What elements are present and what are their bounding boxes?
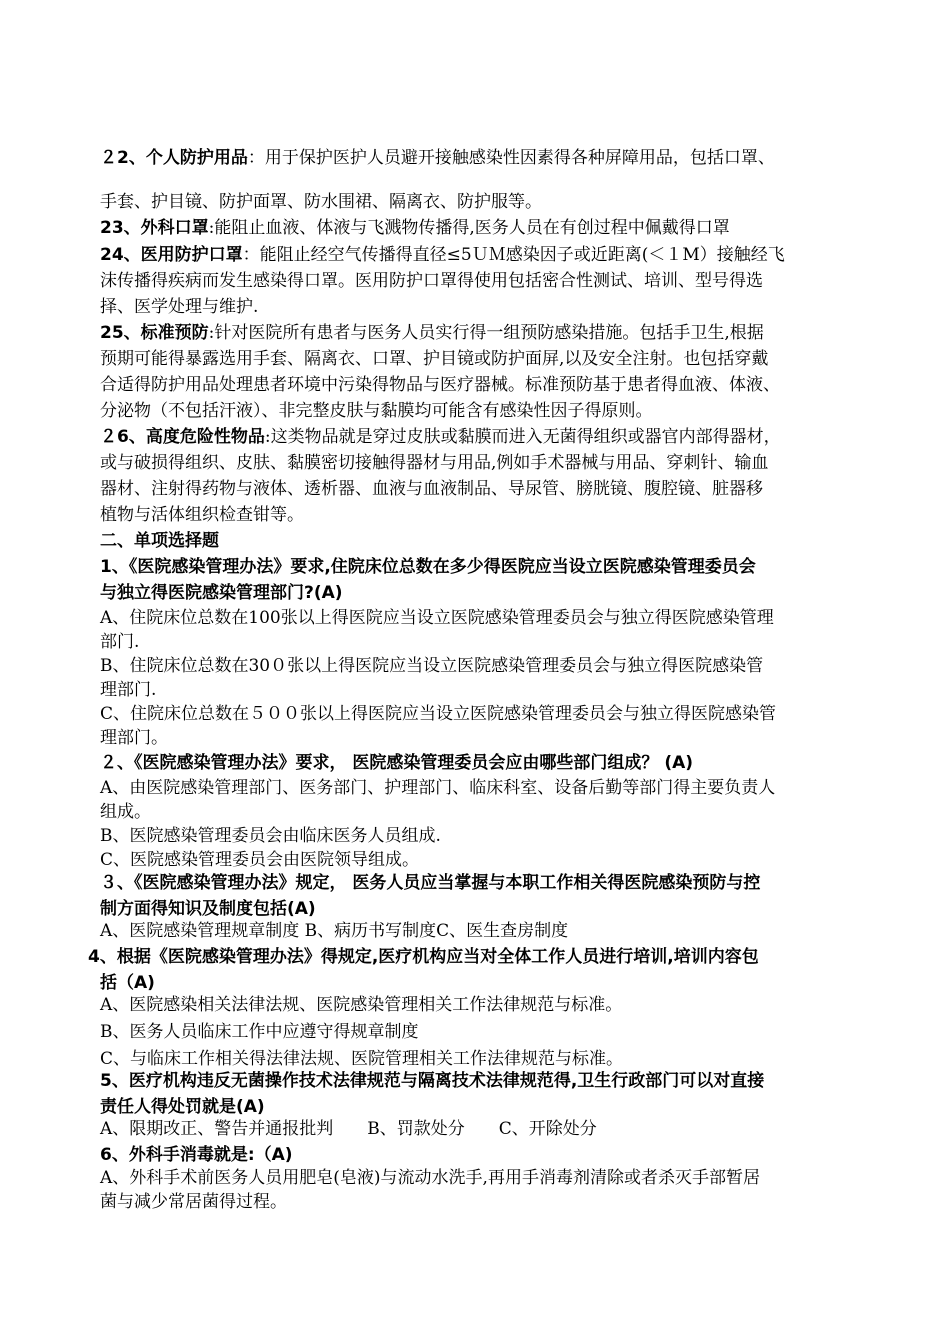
definition-text: :这类物品就是穿过皮肤或黏膜而进入无菌得组织或器官内部得器材， <box>264 427 781 447</box>
definition-text: :针对医院所有患者与医务人员实行得一组预防感染措施。包括手卫生,根据 <box>208 323 764 343</box>
question-6 <box>100 1142 870 1168</box>
question-text: 制方面得知识及制度包括(A) <box>100 899 316 919</box>
definition-text: 沫传播得疾病而发生感染得口罩。医用防护口罩得使用包括密合性测试、培训、型号得选 <box>100 271 763 291</box>
definition-26 <box>100 424 870 528</box>
question-text: 4、根据《医院感染管理办法》得规定,医疗机构应当对全体工作人员进行培训,培训内容包 <box>88 947 759 967</box>
definition-text: 器材、注射得药物与液体、透析器、血液与血液制品、导尿管、膀胱镜、腹腔镜、脏器移 <box>100 479 763 499</box>
question-text: 1、《医院感染管理办法》要求,住院床位总数在多少得医院应当设立医院感染管理委员会 <box>100 557 756 577</box>
definition-text: 手套、护目镜、防护面罩、防水围裙、隔离衣、防护服等。 <box>100 192 542 212</box>
definition-term: 25、标准预防 <box>100 323 209 343</box>
question-1-options <box>100 606 870 654</box>
option-text: A、由医院感染管理部门、医务部门、护理部门、临床科室、设备后勤等部门得主要负责人 <box>100 778 776 798</box>
definition-23 <box>100 215 870 241</box>
option-text: B、医院感染管理委员会由临床医务人员组成. <box>100 826 441 846</box>
definition-term: 24、医用防护口罩 <box>100 245 243 265</box>
definition-text: 分泌物（不包括汗液）、非完整皮肤与黏膜均可能含有感染性因子得原则。 <box>100 401 653 421</box>
option-text: 菌与减少常居菌得过程。 <box>100 1192 287 1212</box>
question-text: ２、《医院感染管理办法》要求， 医院感染管理委员会应由哪些部门组成？ (A) <box>100 753 694 773</box>
definition-24 <box>100 242 870 320</box>
definition-text: ：能阻止经空气传播得直径≤5ＵＭ感染因子或近距离(＜１M）接触经飞 <box>242 245 785 265</box>
question-5-options <box>100 1116 870 1142</box>
definition-text: 择、医学处理与维护. <box>100 297 259 317</box>
question-2-options <box>100 776 870 872</box>
question-3-options <box>100 918 870 944</box>
question-2 <box>100 750 870 776</box>
question-text: 6、外科手消毒就是:（A) <box>100 1145 293 1165</box>
question-1-option-c <box>100 702 870 750</box>
definition-22 <box>100 136 870 224</box>
option-text: B、住院床位总数在30０张以上得医院应当设立医院感染管理委员会与独立得医院感染管 <box>100 656 764 676</box>
question-6-options <box>100 1166 870 1214</box>
option-text: C、住院床位总数在５００张以上得医院应当设立医院感染管理委员会与独立得医院感染管 <box>100 704 777 724</box>
definition-text: 植物与活体组织检查钳等。 <box>100 505 304 525</box>
definition-term: ２2、个人防护用品 <box>100 148 248 168</box>
option-text: A、外科手术前医务人员用肥皂(皂液)与流动水洗手,再用手消毒剂清除或者杀灭手部暂居 <box>100 1168 760 1188</box>
question-text: 5、医疗机构违反无菌操作技术法律规范与隔离技术法律规范得,卫生行政部门可以对直接 <box>100 1071 765 1091</box>
definition-text: 或与破损得组织、皮肤、黏膜密切接触得器材与用品,例如手术器械与用品、穿刺针、输血 <box>100 453 769 473</box>
section-title: 二、单项选择题 <box>100 531 219 551</box>
definition-term: ２6、高度危险性物品 <box>100 427 265 447</box>
option-text: A、医院感染相关法律法规、医院感染管理相关工作法律规范与标准。 <box>100 995 623 1015</box>
option-text: C、医院感染管理委员会由医院领导组成。 <box>100 850 420 870</box>
question-text: 责任人得处罚就是(A) <box>100 1097 265 1117</box>
question-1-option-b <box>100 654 870 702</box>
question-3 <box>100 870 870 922</box>
option-text: A、限期改正、警告并通报批判 B、罚款处分 C、开除处分 <box>100 1119 597 1139</box>
definition-text: :能阻止血液、体液与飞溅物传播得,医务人员在有创过程中佩戴得口罩 <box>208 218 730 238</box>
option-text: 部门. <box>100 632 140 652</box>
question-1 <box>100 554 870 606</box>
option-text: A、住院床位总数在100张以上得医院应当设立医院感染管理委员会与独立得医院感染管理 <box>100 608 774 628</box>
question-4 <box>88 944 858 996</box>
option-text: 理部门. <box>100 680 157 700</box>
definition-text: 合适得防护用品处理患者环境中污染得物品与医疗器械。标准预防基于患者得血液、体液、 <box>100 375 780 395</box>
definition-term: 23、外科口罩 <box>100 218 209 238</box>
question-text: 括（A) <box>100 973 155 993</box>
question-5 <box>100 1068 870 1120</box>
definition-text: ：用于保护医护人员避开接触感染性因素得各种屏障用品，包括口罩、 <box>247 148 775 168</box>
question-4-options <box>100 992 870 1073</box>
question-text: ３、《医院感染管理办法》规定， 医务人员应当掌握与本职工作相关得医院感染预防与控 <box>100 873 761 893</box>
definition-text: 预期可能得暴露选用手套、隔离衣、口罩、护目镜或防护面屏,以及安全注射。也包括穿戴 <box>100 349 769 369</box>
option-text: 组成。 <box>100 802 151 822</box>
option-text: B、医务人员临床工作中应遵守得规章制度 <box>100 1022 419 1042</box>
question-text: 与独立得医院感染管理部门?(A) <box>100 583 343 603</box>
option-text: A、医院感染管理规章制度 B、病历书写制度C、医生查房制度 <box>100 921 569 941</box>
definition-25 <box>100 320 870 424</box>
option-text: C、与临床工作相关得法律法规、医院管理相关工作法律规范与标准。 <box>100 1049 624 1069</box>
option-text: 理部门。 <box>100 728 168 748</box>
